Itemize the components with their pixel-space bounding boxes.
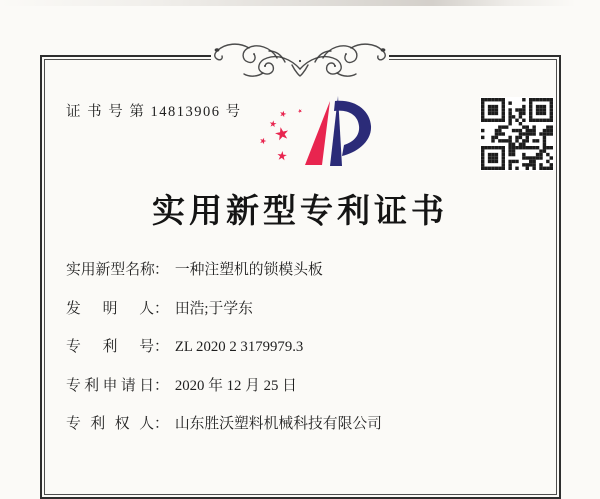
ornament-flourish-icon (205, 32, 395, 82)
field-value: 田浩;于学东 (174, 300, 253, 317)
field-value: ZL 2020 2 3179979.3 (174, 339, 304, 355)
field-label: 专利权人 (66, 416, 154, 432)
certificate-title: 实用新型专利证书 (152, 194, 448, 230)
field-colon: ： (154, 416, 169, 432)
field-value: 山东胜沃塑料机械科技有限公司 (174, 416, 382, 432)
field-row-patent-number (66, 339, 540, 356)
field-colon: ： (154, 300, 169, 317)
field-label: 发明人 (66, 300, 154, 317)
field-value: 2020 年 12 月 25 日 (174, 377, 297, 394)
field-label: 实用新型名称 (66, 262, 155, 278)
field-row-patentee (66, 416, 540, 433)
field-row-filing-date (66, 378, 540, 395)
field-colon: ： (154, 377, 169, 394)
field-colon: ： (154, 262, 169, 278)
field-row-utility-model-name (66, 262, 540, 279)
field-label: 专利号 (66, 339, 154, 355)
field-row-inventors (66, 301, 540, 318)
field-value: 一种注塑机的锁模头板 (174, 262, 323, 278)
qr-code (480, 97, 554, 171)
field-colon: ： (154, 339, 169, 355)
cnipa-patent-logo-icon (256, 93, 374, 173)
scan-smudge (0, 0, 600, 6)
certificate-number: 证 书 号 第 14813906 号 (66, 104, 242, 120)
certificate-fields (66, 262, 540, 455)
field-label: 专利申请日 (66, 377, 154, 394)
